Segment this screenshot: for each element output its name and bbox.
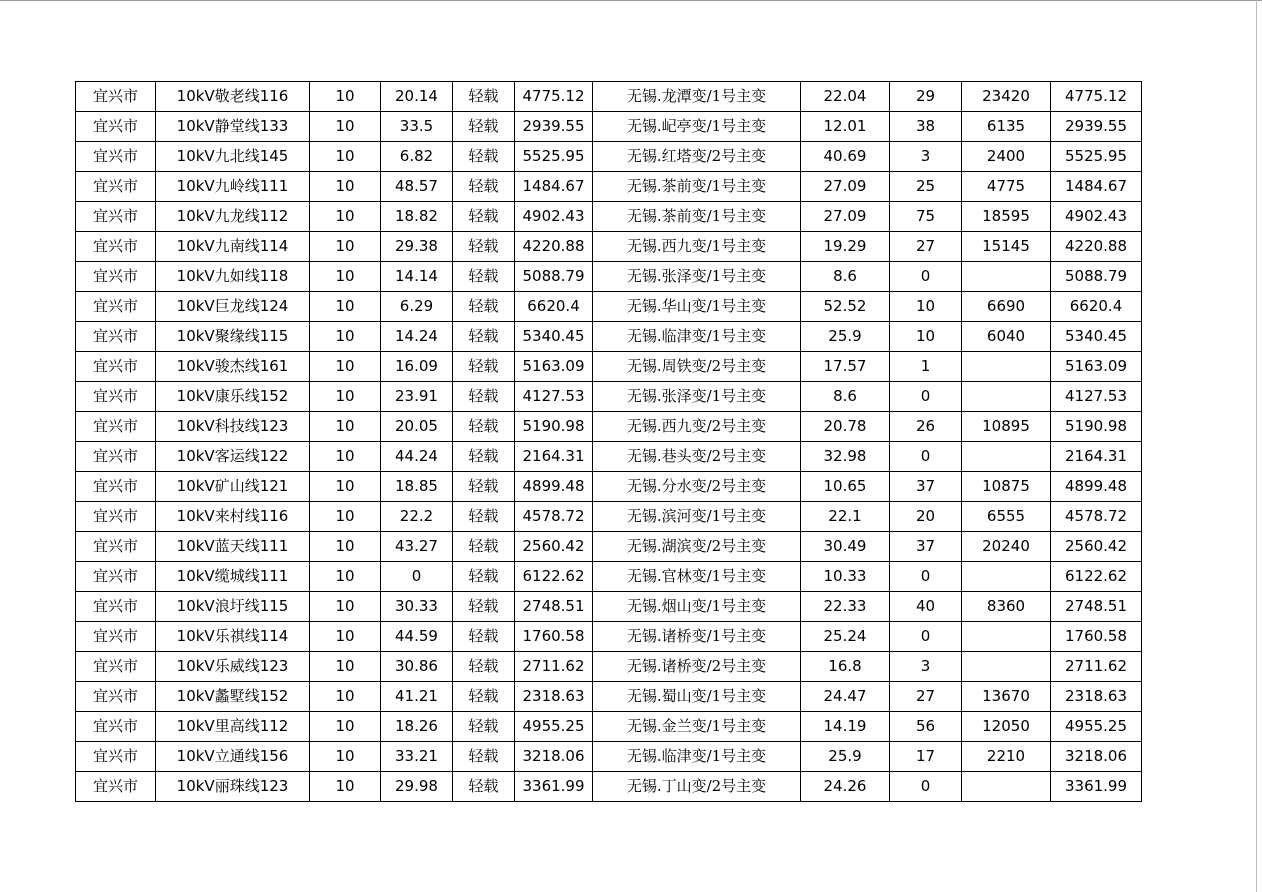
feeder-line-cell: 10kV蠡墅线152 bbox=[156, 682, 310, 712]
transformer-load-rate-cell: 24.26 bbox=[801, 772, 890, 802]
feeder-line-cell: 10kV里高线112 bbox=[156, 712, 310, 742]
load-rate-cell: 20.14 bbox=[381, 82, 453, 112]
feeder-load-table bbox=[75, 81, 1142, 802]
user-capacity-cell: 10875 bbox=[962, 472, 1051, 502]
available-capacity-cell: 4899.48 bbox=[1051, 472, 1142, 502]
user-count-cell: 1 bbox=[890, 352, 962, 382]
table-row bbox=[76, 682, 1142, 712]
voltage-cell: 10 bbox=[310, 382, 381, 412]
available-capacity-cell: 2939.55 bbox=[1051, 112, 1142, 142]
available-capacity-cell: 2560.42 bbox=[1051, 532, 1142, 562]
city-cell: 宜兴市 bbox=[76, 562, 156, 592]
substation-transformer-cell: 无锡.张泽变/1号主变 bbox=[593, 262, 801, 292]
table-row bbox=[76, 532, 1142, 562]
user-count-cell: 40 bbox=[890, 592, 962, 622]
load-status-cell: 轻载 bbox=[453, 142, 515, 172]
feeder-line-cell: 10kV科技线123 bbox=[156, 412, 310, 442]
table-row bbox=[76, 82, 1142, 112]
load-rate-cell: 30.33 bbox=[381, 592, 453, 622]
voltage-cell: 10 bbox=[310, 232, 381, 262]
user-capacity-cell bbox=[962, 382, 1051, 412]
city-cell: 宜兴市 bbox=[76, 442, 156, 472]
feeder-line-cell: 10kV九北线145 bbox=[156, 142, 310, 172]
feeder-line-cell: 10kV康乐线152 bbox=[156, 382, 310, 412]
capacity-cell: 2560.42 bbox=[515, 532, 593, 562]
load-rate-cell: 18.85 bbox=[381, 472, 453, 502]
substation-transformer-cell: 无锡.西九变/1号主变 bbox=[593, 232, 801, 262]
feeder-line-cell: 10kV乐祺线114 bbox=[156, 622, 310, 652]
feeder-line-cell: 10kV九南线114 bbox=[156, 232, 310, 262]
load-status-cell: 轻载 bbox=[453, 172, 515, 202]
feeder-line-cell: 10kV九如线118 bbox=[156, 262, 310, 292]
load-rate-cell: 44.24 bbox=[381, 442, 453, 472]
load-rate-cell: 41.21 bbox=[381, 682, 453, 712]
voltage-cell: 10 bbox=[310, 532, 381, 562]
transformer-load-rate-cell: 10.65 bbox=[801, 472, 890, 502]
transformer-load-rate-cell: 24.47 bbox=[801, 682, 890, 712]
available-capacity-cell: 2164.31 bbox=[1051, 442, 1142, 472]
feeder-line-cell: 10kV敬老线116 bbox=[156, 82, 310, 112]
city-cell: 宜兴市 bbox=[76, 532, 156, 562]
available-capacity-cell: 4127.53 bbox=[1051, 382, 1142, 412]
user-capacity-cell: 18595 bbox=[962, 202, 1051, 232]
load-status-cell: 轻载 bbox=[453, 412, 515, 442]
city-cell: 宜兴市 bbox=[76, 622, 156, 652]
capacity-cell: 1760.58 bbox=[515, 622, 593, 652]
substation-transformer-cell: 无锡.诸桥变/1号主变 bbox=[593, 622, 801, 652]
table-row bbox=[76, 442, 1142, 472]
transformer-load-rate-cell: 8.6 bbox=[801, 262, 890, 292]
load-status-cell: 轻载 bbox=[453, 652, 515, 682]
transformer-load-rate-cell: 22.04 bbox=[801, 82, 890, 112]
substation-transformer-cell: 无锡.金兰变/1号主变 bbox=[593, 712, 801, 742]
capacity-cell: 4775.12 bbox=[515, 82, 593, 112]
user-count-cell: 0 bbox=[890, 442, 962, 472]
load-status-cell: 轻载 bbox=[453, 622, 515, 652]
city-cell: 宜兴市 bbox=[76, 712, 156, 742]
city-cell: 宜兴市 bbox=[76, 742, 156, 772]
table-row bbox=[76, 352, 1142, 382]
city-cell: 宜兴市 bbox=[76, 232, 156, 262]
user-count-cell: 38 bbox=[890, 112, 962, 142]
voltage-cell: 10 bbox=[310, 712, 381, 742]
user-capacity-cell: 15145 bbox=[962, 232, 1051, 262]
user-count-cell: 0 bbox=[890, 772, 962, 802]
load-rate-cell: 14.14 bbox=[381, 262, 453, 292]
capacity-cell: 4578.72 bbox=[515, 502, 593, 532]
capacity-cell: 3361.99 bbox=[515, 772, 593, 802]
load-rate-cell: 16.09 bbox=[381, 352, 453, 382]
user-capacity-cell bbox=[962, 652, 1051, 682]
table-row bbox=[76, 652, 1142, 682]
user-capacity-cell: 6690 bbox=[962, 292, 1051, 322]
capacity-cell: 2748.51 bbox=[515, 592, 593, 622]
load-rate-cell: 0 bbox=[381, 562, 453, 592]
capacity-cell: 4902.43 bbox=[515, 202, 593, 232]
available-capacity-cell: 2748.51 bbox=[1051, 592, 1142, 622]
substation-transformer-cell: 无锡.屺亭变/1号主变 bbox=[593, 112, 801, 142]
voltage-cell: 10 bbox=[310, 292, 381, 322]
substation-transformer-cell: 无锡.张泽变/1号主变 bbox=[593, 382, 801, 412]
user-count-cell: 0 bbox=[890, 562, 962, 592]
available-capacity-cell: 5340.45 bbox=[1051, 322, 1142, 352]
user-count-cell: 10 bbox=[890, 292, 962, 322]
capacity-cell: 2939.55 bbox=[515, 112, 593, 142]
load-status-cell: 轻载 bbox=[453, 382, 515, 412]
voltage-cell: 10 bbox=[310, 262, 381, 292]
transformer-load-rate-cell: 20.78 bbox=[801, 412, 890, 442]
transformer-load-rate-cell: 40.69 bbox=[801, 142, 890, 172]
substation-transformer-cell: 无锡.茶前变/1号主变 bbox=[593, 202, 801, 232]
transformer-load-rate-cell: 19.29 bbox=[801, 232, 890, 262]
load-status-cell: 轻载 bbox=[453, 232, 515, 262]
voltage-cell: 10 bbox=[310, 592, 381, 622]
available-capacity-cell: 6122.62 bbox=[1051, 562, 1142, 592]
available-capacity-cell: 4578.72 bbox=[1051, 502, 1142, 532]
voltage-cell: 10 bbox=[310, 142, 381, 172]
voltage-cell: 10 bbox=[310, 652, 381, 682]
user-count-cell: 27 bbox=[890, 232, 962, 262]
transformer-load-rate-cell: 27.09 bbox=[801, 172, 890, 202]
available-capacity-cell: 1760.58 bbox=[1051, 622, 1142, 652]
user-capacity-cell: 2400 bbox=[962, 142, 1051, 172]
voltage-cell: 10 bbox=[310, 412, 381, 442]
load-status-cell: 轻载 bbox=[453, 82, 515, 112]
table-row bbox=[76, 292, 1142, 322]
user-count-cell: 0 bbox=[890, 382, 962, 412]
feeder-line-cell: 10kV乐威线123 bbox=[156, 652, 310, 682]
voltage-cell: 10 bbox=[310, 562, 381, 592]
load-rate-cell: 23.91 bbox=[381, 382, 453, 412]
load-status-cell: 轻载 bbox=[453, 592, 515, 622]
feeder-line-cell: 10kV骏杰线161 bbox=[156, 352, 310, 382]
voltage-cell: 10 bbox=[310, 502, 381, 532]
transformer-load-rate-cell: 14.19 bbox=[801, 712, 890, 742]
available-capacity-cell: 5088.79 bbox=[1051, 262, 1142, 292]
city-cell: 宜兴市 bbox=[76, 652, 156, 682]
table-row bbox=[76, 592, 1142, 622]
table-row bbox=[76, 502, 1142, 532]
capacity-cell: 2318.63 bbox=[515, 682, 593, 712]
table-row bbox=[76, 472, 1142, 502]
substation-transformer-cell: 无锡.龙潭变/1号主变 bbox=[593, 82, 801, 112]
available-capacity-cell: 2711.62 bbox=[1051, 652, 1142, 682]
load-rate-cell: 33.5 bbox=[381, 112, 453, 142]
city-cell: 宜兴市 bbox=[76, 262, 156, 292]
transformer-load-rate-cell: 10.33 bbox=[801, 562, 890, 592]
load-status-cell: 轻载 bbox=[453, 562, 515, 592]
load-rate-cell: 6.29 bbox=[381, 292, 453, 322]
table-row bbox=[76, 322, 1142, 352]
user-count-cell: 3 bbox=[890, 142, 962, 172]
substation-transformer-cell: 无锡.滨河变/1号主变 bbox=[593, 502, 801, 532]
city-cell: 宜兴市 bbox=[76, 142, 156, 172]
load-rate-cell: 18.82 bbox=[381, 202, 453, 232]
capacity-cell: 3218.06 bbox=[515, 742, 593, 772]
load-status-cell: 轻载 bbox=[453, 472, 515, 502]
table-body bbox=[76, 82, 1142, 802]
load-status-cell: 轻载 bbox=[453, 292, 515, 322]
voltage-cell: 10 bbox=[310, 322, 381, 352]
voltage-cell: 10 bbox=[310, 202, 381, 232]
load-rate-cell: 29.38 bbox=[381, 232, 453, 262]
load-rate-cell: 29.98 bbox=[381, 772, 453, 802]
transformer-load-rate-cell: 12.01 bbox=[801, 112, 890, 142]
capacity-cell: 5525.95 bbox=[515, 142, 593, 172]
substation-transformer-cell: 无锡.红塔变/2号主变 bbox=[593, 142, 801, 172]
voltage-cell: 10 bbox=[310, 442, 381, 472]
user-capacity-cell bbox=[962, 262, 1051, 292]
user-capacity-cell: 23420 bbox=[962, 82, 1051, 112]
available-capacity-cell: 1484.67 bbox=[1051, 172, 1142, 202]
user-count-cell: 0 bbox=[890, 622, 962, 652]
load-status-cell: 轻载 bbox=[453, 262, 515, 292]
city-cell: 宜兴市 bbox=[76, 412, 156, 442]
substation-transformer-cell: 无锡.丁山变/2号主变 bbox=[593, 772, 801, 802]
user-capacity-cell: 10895 bbox=[962, 412, 1051, 442]
substation-transformer-cell: 无锡.临津变/1号主变 bbox=[593, 322, 801, 352]
table-row bbox=[76, 262, 1142, 292]
user-capacity-cell: 2210 bbox=[962, 742, 1051, 772]
feeder-line-cell: 10kV浪圩线115 bbox=[156, 592, 310, 622]
substation-transformer-cell: 无锡.华山变/1号主变 bbox=[593, 292, 801, 322]
table-row bbox=[76, 112, 1142, 142]
user-capacity-cell: 6040 bbox=[962, 322, 1051, 352]
voltage-cell: 10 bbox=[310, 622, 381, 652]
user-capacity-cell: 13670 bbox=[962, 682, 1051, 712]
capacity-cell: 2711.62 bbox=[515, 652, 593, 682]
table-row bbox=[76, 172, 1142, 202]
city-cell: 宜兴市 bbox=[76, 592, 156, 622]
load-status-cell: 轻载 bbox=[453, 532, 515, 562]
user-capacity-cell bbox=[962, 352, 1051, 382]
transformer-load-rate-cell: 16.8 bbox=[801, 652, 890, 682]
available-capacity-cell: 4775.12 bbox=[1051, 82, 1142, 112]
user-count-cell: 20 bbox=[890, 502, 962, 532]
available-capacity-cell: 3218.06 bbox=[1051, 742, 1142, 772]
available-capacity-cell: 5163.09 bbox=[1051, 352, 1142, 382]
feeder-line-cell: 10kV九岭线111 bbox=[156, 172, 310, 202]
city-cell: 宜兴市 bbox=[76, 112, 156, 142]
load-status-cell: 轻载 bbox=[453, 322, 515, 352]
voltage-cell: 10 bbox=[310, 682, 381, 712]
load-rate-cell: 33.21 bbox=[381, 742, 453, 772]
city-cell: 宜兴市 bbox=[76, 682, 156, 712]
capacity-cell: 5088.79 bbox=[515, 262, 593, 292]
table-row bbox=[76, 562, 1142, 592]
user-capacity-cell: 6135 bbox=[962, 112, 1051, 142]
user-capacity-cell bbox=[962, 772, 1051, 802]
available-capacity-cell: 4902.43 bbox=[1051, 202, 1142, 232]
city-cell: 宜兴市 bbox=[76, 502, 156, 532]
user-count-cell: 17 bbox=[890, 742, 962, 772]
transformer-load-rate-cell: 30.49 bbox=[801, 532, 890, 562]
user-count-cell: 56 bbox=[890, 712, 962, 742]
load-status-cell: 轻载 bbox=[453, 502, 515, 532]
table-row bbox=[76, 742, 1142, 772]
available-capacity-cell: 6620.4 bbox=[1051, 292, 1142, 322]
capacity-cell: 6122.62 bbox=[515, 562, 593, 592]
substation-transformer-cell: 无锡.烟山变/1号主变 bbox=[593, 592, 801, 622]
user-count-cell: 27 bbox=[890, 682, 962, 712]
load-status-cell: 轻载 bbox=[453, 742, 515, 772]
transformer-load-rate-cell: 32.98 bbox=[801, 442, 890, 472]
load-rate-cell: 18.26 bbox=[381, 712, 453, 742]
user-capacity-cell bbox=[962, 562, 1051, 592]
user-capacity-cell: 4775 bbox=[962, 172, 1051, 202]
table-row bbox=[76, 142, 1142, 172]
load-rate-cell: 14.24 bbox=[381, 322, 453, 352]
voltage-cell: 10 bbox=[310, 742, 381, 772]
table-row bbox=[76, 382, 1142, 412]
user-count-cell: 10 bbox=[890, 322, 962, 352]
load-status-cell: 轻载 bbox=[453, 352, 515, 382]
load-status-cell: 轻载 bbox=[453, 442, 515, 472]
voltage-cell: 10 bbox=[310, 172, 381, 202]
transformer-load-rate-cell: 25.9 bbox=[801, 742, 890, 772]
substation-transformer-cell: 无锡.周铁变/2号主变 bbox=[593, 352, 801, 382]
available-capacity-cell: 5525.95 bbox=[1051, 142, 1142, 172]
load-rate-cell: 6.82 bbox=[381, 142, 453, 172]
city-cell: 宜兴市 bbox=[76, 82, 156, 112]
feeder-line-cell: 10kV丽珠线123 bbox=[156, 772, 310, 802]
voltage-cell: 10 bbox=[310, 82, 381, 112]
user-count-cell: 37 bbox=[890, 472, 962, 502]
page-right-edge bbox=[1256, 0, 1257, 892]
user-count-cell: 75 bbox=[890, 202, 962, 232]
table-row bbox=[76, 202, 1142, 232]
capacity-cell: 5190.98 bbox=[515, 412, 593, 442]
feeder-line-cell: 10kV巨龙线124 bbox=[156, 292, 310, 322]
voltage-cell: 10 bbox=[310, 772, 381, 802]
substation-transformer-cell: 无锡.诸桥变/2号主变 bbox=[593, 652, 801, 682]
substation-transformer-cell: 无锡.分水变/2号主变 bbox=[593, 472, 801, 502]
load-status-cell: 轻载 bbox=[453, 772, 515, 802]
load-rate-cell: 44.59 bbox=[381, 622, 453, 652]
feeder-line-cell: 10kV矿山线121 bbox=[156, 472, 310, 502]
transformer-load-rate-cell: 25.24 bbox=[801, 622, 890, 652]
voltage-cell: 10 bbox=[310, 352, 381, 382]
user-count-cell: 3 bbox=[890, 652, 962, 682]
capacity-cell: 4127.53 bbox=[515, 382, 593, 412]
user-count-cell: 37 bbox=[890, 532, 962, 562]
load-rate-cell: 30.86 bbox=[381, 652, 453, 682]
feeder-line-cell: 10kV客运线122 bbox=[156, 442, 310, 472]
user-count-cell: 29 bbox=[890, 82, 962, 112]
capacity-cell: 4899.48 bbox=[515, 472, 593, 502]
feeder-line-cell: 10kV立通线156 bbox=[156, 742, 310, 772]
load-rate-cell: 20.05 bbox=[381, 412, 453, 442]
user-count-cell: 26 bbox=[890, 412, 962, 442]
substation-transformer-cell: 无锡.西九变/2号主变 bbox=[593, 412, 801, 442]
available-capacity-cell: 4220.88 bbox=[1051, 232, 1142, 262]
substation-transformer-cell: 无锡.临津变/1号主变 bbox=[593, 742, 801, 772]
capacity-cell: 4220.88 bbox=[515, 232, 593, 262]
capacity-cell: 5340.45 bbox=[515, 322, 593, 352]
table-row bbox=[76, 232, 1142, 262]
feeder-line-cell: 10kV来村线116 bbox=[156, 502, 310, 532]
city-cell: 宜兴市 bbox=[76, 352, 156, 382]
load-rate-cell: 48.57 bbox=[381, 172, 453, 202]
feeder-line-cell: 10kV九龙线112 bbox=[156, 202, 310, 232]
user-capacity-cell bbox=[962, 622, 1051, 652]
transformer-load-rate-cell: 52.52 bbox=[801, 292, 890, 322]
substation-transformer-cell: 无锡.巷头变/2号主变 bbox=[593, 442, 801, 472]
user-capacity-cell bbox=[962, 442, 1051, 472]
city-cell: 宜兴市 bbox=[76, 172, 156, 202]
voltage-cell: 10 bbox=[310, 472, 381, 502]
load-status-cell: 轻载 bbox=[453, 712, 515, 742]
available-capacity-cell: 5190.98 bbox=[1051, 412, 1142, 442]
load-rate-cell: 22.2 bbox=[381, 502, 453, 532]
available-capacity-cell: 2318.63 bbox=[1051, 682, 1142, 712]
city-cell: 宜兴市 bbox=[76, 292, 156, 322]
capacity-cell: 2164.31 bbox=[515, 442, 593, 472]
feeder-line-cell: 10kV聚缘线115 bbox=[156, 322, 310, 352]
transformer-load-rate-cell: 25.9 bbox=[801, 322, 890, 352]
transformer-load-rate-cell: 8.6 bbox=[801, 382, 890, 412]
city-cell: 宜兴市 bbox=[76, 772, 156, 802]
page-top-edge bbox=[0, 0, 1262, 1]
transformer-load-rate-cell: 17.57 bbox=[801, 352, 890, 382]
available-capacity-cell: 3361.99 bbox=[1051, 772, 1142, 802]
load-status-cell: 轻载 bbox=[453, 202, 515, 232]
load-status-cell: 轻载 bbox=[453, 682, 515, 712]
city-cell: 宜兴市 bbox=[76, 202, 156, 232]
transformer-load-rate-cell: 27.09 bbox=[801, 202, 890, 232]
user-capacity-cell: 12050 bbox=[962, 712, 1051, 742]
user-count-cell: 0 bbox=[890, 262, 962, 292]
user-capacity-cell: 6555 bbox=[962, 502, 1051, 532]
substation-transformer-cell: 无锡.茶前变/1号主变 bbox=[593, 172, 801, 202]
substation-transformer-cell: 无锡.官林变/1号主变 bbox=[593, 562, 801, 592]
feeder-line-cell: 10kV蓝天线111 bbox=[156, 532, 310, 562]
capacity-cell: 5163.09 bbox=[515, 352, 593, 382]
available-capacity-cell: 4955.25 bbox=[1051, 712, 1142, 742]
feeder-line-cell: 10kV缆城线111 bbox=[156, 562, 310, 592]
load-status-cell: 轻载 bbox=[453, 112, 515, 142]
table-row bbox=[76, 772, 1142, 802]
capacity-cell: 6620.4 bbox=[515, 292, 593, 322]
substation-transformer-cell: 无锡.湖滨变/2号主变 bbox=[593, 532, 801, 562]
voltage-cell: 10 bbox=[310, 112, 381, 142]
table-row bbox=[76, 622, 1142, 652]
substation-transformer-cell: 无锡.蜀山变/1号主变 bbox=[593, 682, 801, 712]
capacity-cell: 4955.25 bbox=[515, 712, 593, 742]
city-cell: 宜兴市 bbox=[76, 472, 156, 502]
capacity-cell: 1484.67 bbox=[515, 172, 593, 202]
city-cell: 宜兴市 bbox=[76, 322, 156, 352]
transformer-load-rate-cell: 22.1 bbox=[801, 502, 890, 532]
feeder-line-cell: 10kV静堂线133 bbox=[156, 112, 310, 142]
user-capacity-cell: 8360 bbox=[962, 592, 1051, 622]
user-capacity-cell: 20240 bbox=[962, 532, 1051, 562]
city-cell: 宜兴市 bbox=[76, 382, 156, 412]
load-rate-cell: 43.27 bbox=[381, 532, 453, 562]
user-count-cell: 25 bbox=[890, 172, 962, 202]
transformer-load-rate-cell: 22.33 bbox=[801, 592, 890, 622]
table-row bbox=[76, 712, 1142, 742]
table-row bbox=[76, 412, 1142, 442]
